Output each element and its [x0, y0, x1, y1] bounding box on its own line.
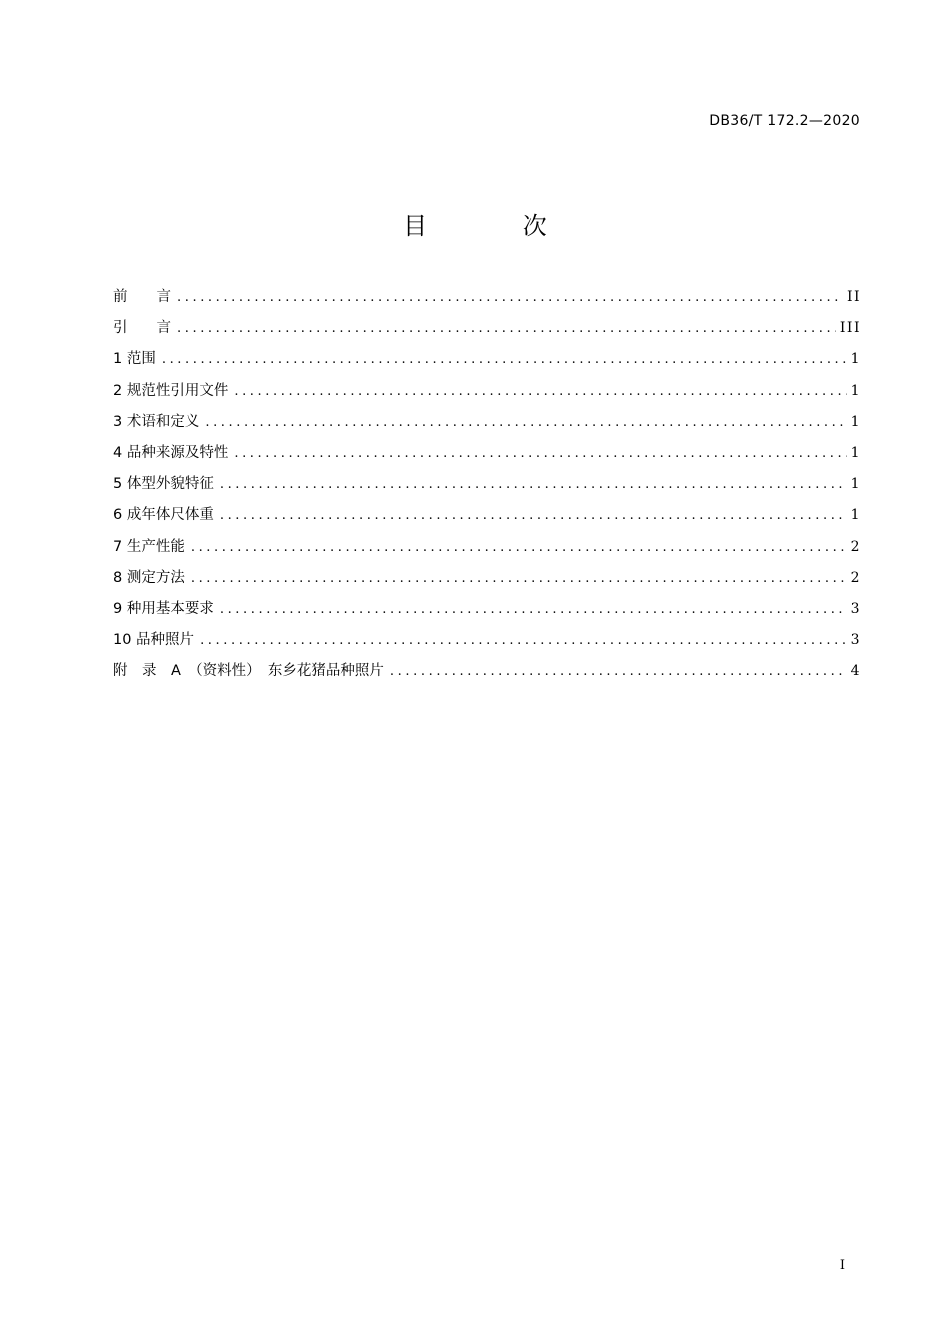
- toc-entry-page: 1: [850, 476, 861, 493]
- toc-entry-label: 1 范围: [113, 351, 156, 368]
- toc-entry-breed-origin[interactable]: [113, 442, 861, 473]
- toc-entry-page: 1: [850, 444, 861, 461]
- toc-entry-label: 7 生产性能: [113, 538, 185, 555]
- toc-entry-label: 8 测定方法: [113, 569, 185, 586]
- toc-entry-label: 引 言: [113, 320, 171, 337]
- toc-entry-page: 1: [850, 413, 861, 430]
- document-code: DB36/T 172.2—2020: [709, 113, 860, 129]
- toc-leader-dots: [162, 349, 847, 371]
- toc-entry-body-measurements[interactable]: [113, 504, 861, 535]
- toc-entry-label: 6 成年体尺体重: [113, 507, 214, 524]
- toc-entry-measurement-methods[interactable]: [113, 567, 861, 598]
- toc-entry-label: 5 体型外貌特征: [113, 476, 214, 493]
- toc-entry-foreword[interactable]: [113, 286, 861, 317]
- toc-leader-dots: [234, 443, 846, 465]
- toc-entry-label: 4 品种来源及特性: [113, 444, 229, 461]
- toc-entry-page: 1: [850, 507, 861, 524]
- toc-entry-page: 1: [850, 351, 861, 368]
- toc-leader-dots: [177, 287, 843, 309]
- toc-entry-production-performance[interactable]: [113, 536, 861, 567]
- toc-leader-dots: [191, 568, 847, 590]
- toc-leader-dots: [200, 630, 847, 652]
- toc-entry-label: 前 言: [113, 289, 171, 305]
- toc-entry-terms[interactable]: [113, 411, 861, 442]
- table-of-contents: [113, 286, 861, 691]
- toc-entry-breed-photos[interactable]: [113, 629, 861, 660]
- toc-entry-introduction[interactable]: [113, 317, 861, 348]
- toc-leader-dots: [220, 505, 847, 527]
- toc-entry-scope[interactable]: [113, 348, 861, 379]
- toc-entry-label: 附 录 A （资料性） 东乡花猪品种照片: [113, 663, 384, 680]
- toc-leader-dots: [390, 661, 847, 683]
- toc-leader-dots: [191, 537, 847, 559]
- toc-entry-page: 4: [850, 663, 861, 680]
- toc-entry-label: 3 术语和定义: [113, 413, 200, 430]
- toc-entry-page: II: [846, 289, 861, 305]
- toc-entry-page: 3: [850, 600, 861, 617]
- toc-entry-label: 2 规范性引用文件: [113, 382, 229, 399]
- toc-entry-label: 9 种用基本要求: [113, 600, 214, 617]
- toc-entry-breeding-requirements[interactable]: [113, 598, 861, 629]
- toc-leader-dots: [177, 318, 836, 340]
- toc-leader-dots: [234, 381, 846, 403]
- toc-leader-dots: [220, 474, 847, 496]
- toc-entry-page: 2: [850, 538, 861, 555]
- toc-entry-page: 1: [850, 382, 861, 399]
- toc-title: 目 次: [403, 212, 591, 240]
- toc-entry-page: 3: [850, 632, 861, 649]
- toc-entry-page: III: [839, 320, 861, 337]
- toc-entry-page: 2: [850, 569, 861, 586]
- toc-leader-dots: [220, 599, 847, 621]
- toc-entry-normative-references[interactable]: [113, 380, 861, 411]
- toc-leader-dots: [205, 412, 846, 434]
- toc-entry-appearance[interactable]: [113, 473, 861, 504]
- toc-entry-appendix-a[interactable]: [113, 660, 861, 691]
- toc-entry-label: 10 品种照片: [113, 632, 195, 649]
- page-number: I: [839, 1258, 845, 1273]
